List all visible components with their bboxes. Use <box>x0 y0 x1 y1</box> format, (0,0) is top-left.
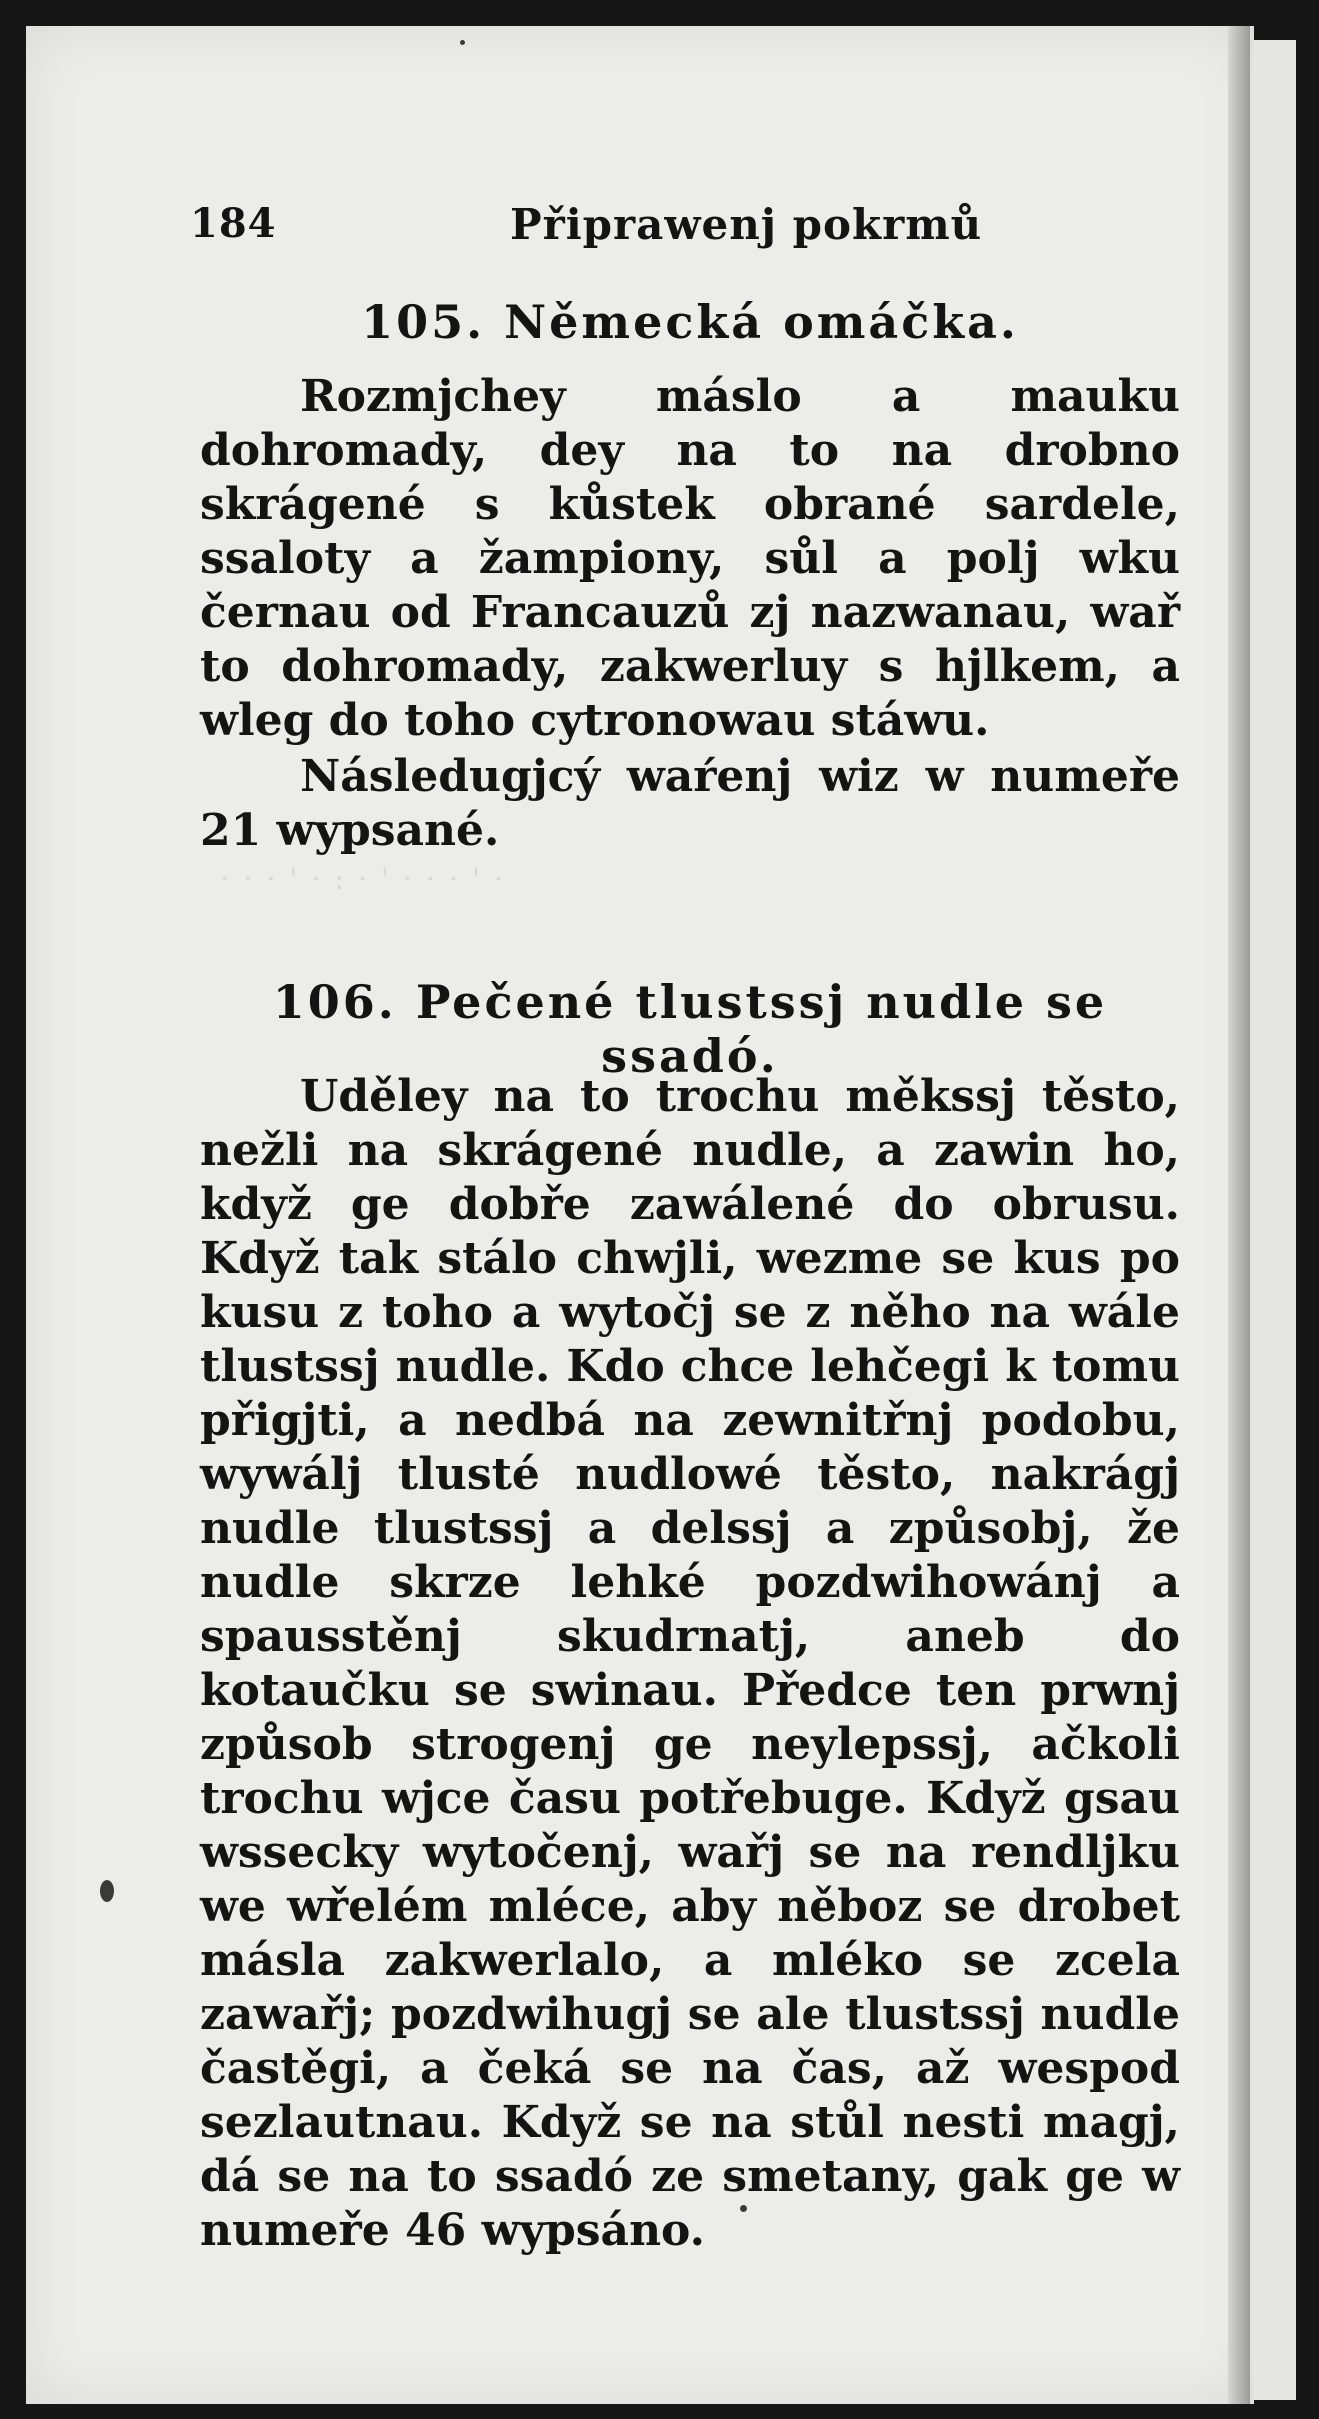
recipe-105-note <box>200 750 1180 858</box>
binding-shadow <box>1228 26 1250 2404</box>
recipe-105-note-text: Následugjcý waŕenj wiz w numeře 21 wypsané. <box>200 751 1180 856</box>
recipe-105-heading: 105. Německá omáčka. <box>361 295 1019 349</box>
page-number: 184 <box>190 200 277 247</box>
recipe-105-text: Rozmjchey máslo a mauku dohromady, dey na to na drobno skrágené s kůstek obrané sardele, ssaloty a žampiony, sůl a polj wku černau od Francauzů zj nazwanau, wař to dohromady, zakwerluy s hjlkem, a wleg do toho cytronowau stáwu. <box>200 371 1180 746</box>
adjacent-page-edge <box>1250 40 1296 2400</box>
running-title: Připrawenj pokrmů <box>510 200 983 249</box>
ink-speck <box>740 2205 747 2212</box>
page-header <box>190 200 1190 260</box>
recipe-105-body <box>200 370 1180 748</box>
recipe-106-heading: 106. Pečené tlustssj nudle se ssadó. <box>272 975 1108 1083</box>
ink-speck <box>460 40 465 45</box>
show-through-text: · · · ' · : · ' · · · ' · <box>220 862 506 897</box>
recipe-106-text: Uděley na to trochu měkssj těsto, nežli na skrágené nudle, a zawin ho, když ge dobře zawálené do obrusu. Když tak stálo chwjli, wezme se kus po kusu z toho a wytočj se z něho na wále tlustssj nudle. Kdo chce lehčegi k tomu přigjti, a nedbá na zewnitřnj podobu, wywálj tlusté nudlowé těsto, nakrágj nudle tlustssj a delssj a způsobj, že nudle skrze lehké pozdwihowánj a spausstěnj skudrnatj, aneb do kotaučku se swinau. Předce ten prwnj způsob strogenj ge neylepssj, ačkoli trochu wjce času potřebuge. Když gsau wssecky wytočenj, wařj se na rendljku we wřelém mléce, aby něboz se drobet másla zakwerlalo, a mléko se zcela zawařj; pozdwihugj se ale tlustssj nudle častěgi, a čeká se na čas, až wespod sezlautnau. Když se na stůl nesti magj, dá se na to ssadó ze smetany, gak ge w numeře 46 wypsáno. <box>200 1071 1180 2256</box>
ink-speck <box>100 1880 114 1902</box>
recipe-106-body <box>200 1070 1180 2258</box>
